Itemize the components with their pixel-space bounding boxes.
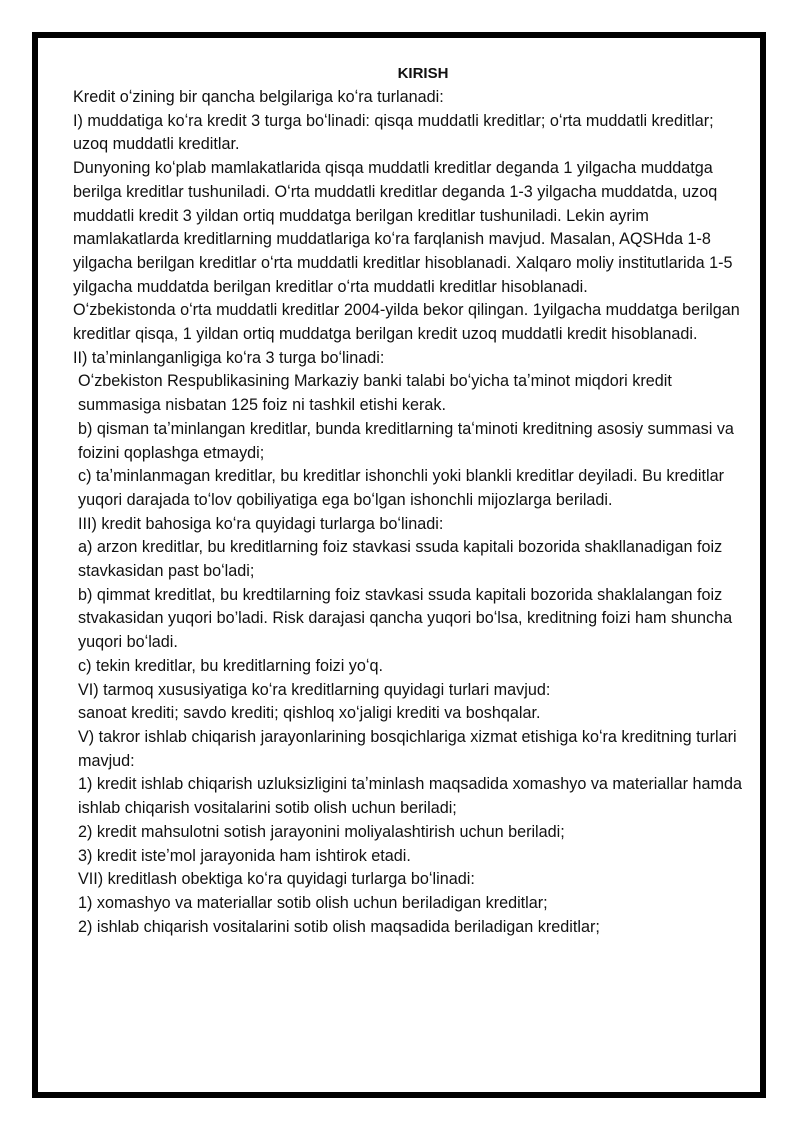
- paragraph: 3) kredit isteʼmol jarayonida ham ishtirok etadi.: [78, 846, 411, 865]
- paragraph: III) kredit bahosiga koʻra quyidagi turlarga boʻlinadi:: [78, 514, 444, 533]
- paragraph: c) tekin kreditlar, bu kreditlarning foizi yoʻq.: [78, 656, 384, 675]
- paragraph: I) muddatiga koʻra kredit 3 turga boʻlinadi: qisqa muddatli kreditlar; oʻrta muddatli kreditlar; uzoq muddatli kreditlar.: [73, 111, 714, 154]
- paragraph: 1) xomashyo va materiallar sotib olish uchun beriladigan kreditlar;: [78, 893, 548, 912]
- paragraph: V) takror ishlab chiqarish jarayonlarining bosqichlariga xizmat etishiga koʻra kreditning turlari mavjud:: [78, 727, 737, 770]
- paragraph: VI) tarmoq xususiyatiga koʻra kreditlarning quyidagi turlari mavjud:: [78, 680, 551, 699]
- paragraph: c) taʼminlanmagan kreditlar, bu kreditlar ishonchli yoki blankli kreditlar deyiladi. Bu kreditlar yuqori darajada toʻlov qobiliyatiga ega boʻlgan ishonchli mijozlarga beriladi.: [78, 467, 724, 509]
- paragraph: VII) kreditlash obektiga koʻra quyidagi turlarga boʻlinadi:: [78, 870, 475, 889]
- paragraph: 2) ishlab chiqarish vositalarini sotib olish maqsadida beriladigan kreditlar;: [78, 917, 600, 936]
- paragraph: a) arzon kreditlar, bu kreditlarning foiz stavkasi ssuda kapitali bozorida shakllanadigan foiz stavkasidan past boʻladi;: [78, 538, 723, 581]
- paragraph: Oʻzbekistonda oʻrta muddatli kreditlar 2004-yilda bekor qilingan. 1yilgacha muddatga berilgan kreditlar qisqa, 1 yildan ortiq muddatga berilgan kredit uzoq muddatli kredit hisoblanadi.: [73, 301, 740, 344]
- paragraph: b) qimmat kreditlat, bu kredtilarning foiz stavkasi ssuda kapitali bozorida shaklalangan foiz stvakasidan yuqori bo’ladi. Risk darajasi qancha yuqori boʻlsa, kreditning foizi ham shuncha yuqori boʻladi.: [78, 585, 733, 652]
- paragraph: b) qisman taʼminlangan kreditlar, bunda kreditlarning taʻminoti kreditning asosiy summasi va foizini qoplashga etmaydi;: [78, 419, 734, 462]
- paragraph: Oʻzbekiston Respublikasining Markaziy banki talabi boʻyicha taʼminot miqdori kredit summasiga nisbatan 125 foiz ni tashkil etishi kerak.: [78, 372, 672, 415]
- document-title: KIRISH: [397, 65, 449, 82]
- paragraph: 2) kredit mahsulotni sotish jarayonini moliyalashtirish uchun beriladi;: [78, 822, 565, 841]
- paragraph-list: [73, 86, 753, 939]
- paragraph: 1) kredit ishlab chiqarish uzluksizligini taʼminlash maqsadida xomashyo va materiallar hamda ishlab chiqarish vositalarini sotib olish uchun beriladi;: [78, 775, 742, 818]
- paragraph: Kredit oʻzining bir qancha belgilariga koʻra turlanadi:: [73, 88, 444, 106]
- paragraph: II) taʼminlanganligiga koʻra 3 turga boʻlinadi:: [73, 348, 385, 367]
- document-body: [73, 62, 753, 939]
- paragraph: sanoat krediti; savdo krediti; qishloq xoʻjaligi krediti va boshqalar.: [78, 704, 541, 723]
- paragraph: Dunyoning koʻplab mamlakatlarida qisqa muddatli kreditlar deganda 1 yilgacha muddatga berilga kreditlar tushuniladi. Oʻrta muddatli kreditlar deganda 1-3 yilgacha muddatda, uzoq muddatli kredit 3 yildan ortiq muddatga berilgan kreditlar tushuniladi. Lekin ayrim mamlakatlarda kreditlarning muddatlariga koʻra farqlanish mavjud. Masalan, AQSHda 1-8 yilgacha berilgan kreditlar oʻrta muddatli kreditlar hisoblanadi. Xalqaro moliy institutlarida 1-5 yilgacha muddatda berilgan kreditlar oʻrta muddatli kreditlar hisoblanadi.: [73, 159, 733, 296]
